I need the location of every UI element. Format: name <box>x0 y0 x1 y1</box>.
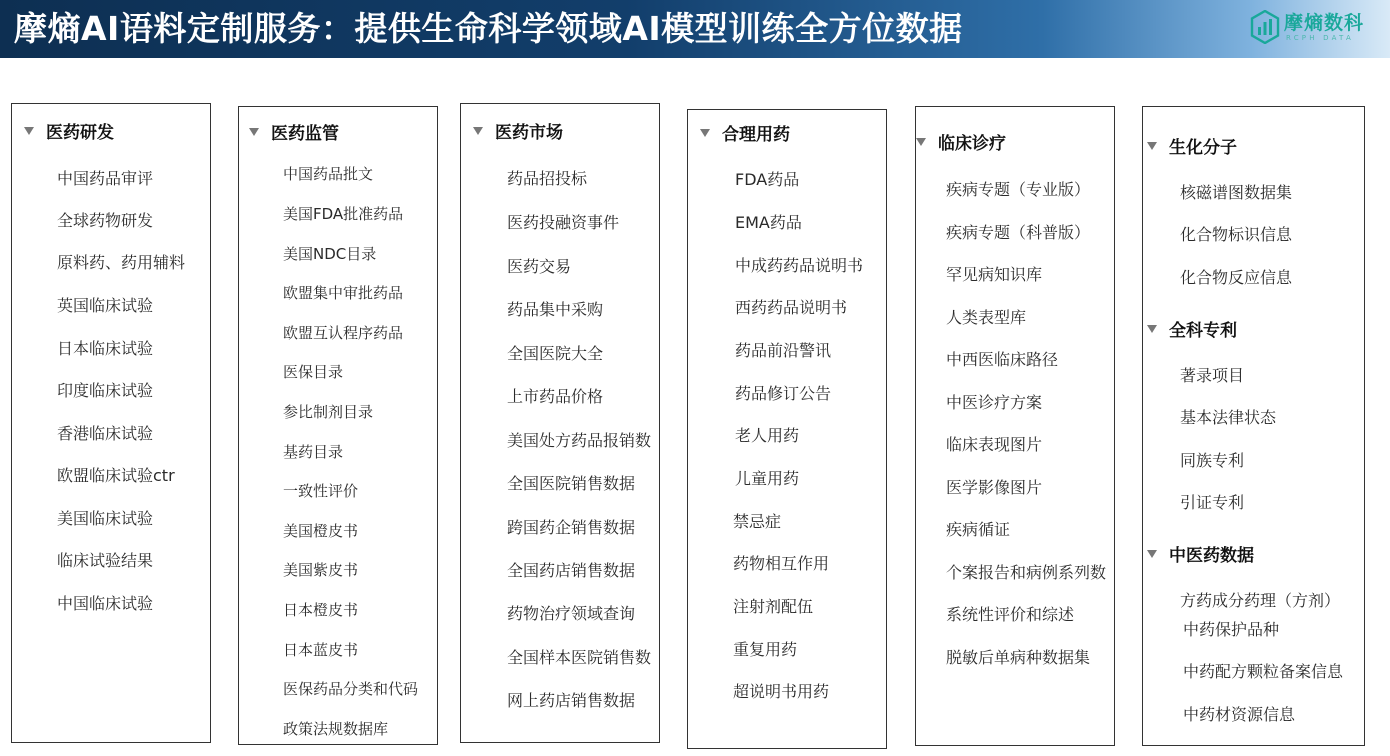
list-item[interactable]: 药物相互作用 <box>733 554 830 573</box>
list-item[interactable]: 中药保护品种 <box>1183 620 1280 639</box>
list-item[interactable]: 个案报告和病例系列数 <box>946 563 1107 582</box>
list-item[interactable]: 中成药药品说明书 <box>735 256 864 275</box>
category-panel-regulation <box>238 106 438 745</box>
category-panel-biochem-patent-tcm <box>1142 106 1365 746</box>
list-item[interactable]: 全球药物研发 <box>57 211 154 230</box>
section-heading[interactable] <box>473 118 563 143</box>
list-item[interactable]: 方药成分药理（方剂） <box>1180 591 1341 610</box>
list-item[interactable]: 中西医临床路径 <box>946 350 1059 369</box>
section-heading[interactable] <box>1147 133 1237 158</box>
section-title: 生化分子 <box>1169 138 1237 158</box>
category-panel-market <box>460 103 660 743</box>
list-item[interactable]: 化合物标识信息 <box>1180 225 1293 244</box>
list-item[interactable]: 药品招投标 <box>507 169 588 188</box>
list-item[interactable]: 欧盟互认程序药品 <box>283 324 404 342</box>
list-item[interactable]: 医保目录 <box>283 363 344 381</box>
brand-logo <box>1250 6 1380 50</box>
list-item[interactable]: 原料药、药用辅料 <box>57 253 186 272</box>
section-heading[interactable] <box>700 120 790 145</box>
list-item[interactable]: 疾病循证 <box>946 520 1011 539</box>
list-item[interactable]: 美国紫皮书 <box>283 561 359 579</box>
collapse-triangle-icon <box>473 127 483 135</box>
list-item[interactable]: 临床试验结果 <box>57 551 154 570</box>
list-item[interactable]: 儿童用药 <box>735 469 800 488</box>
list-item[interactable]: 上市药品价格 <box>507 387 604 406</box>
section-heading[interactable] <box>24 118 114 143</box>
list-item[interactable]: 药品前沿警讯 <box>735 341 832 360</box>
list-item[interactable]: 临床表现图片 <box>946 435 1043 454</box>
collapse-triangle-icon <box>1147 325 1157 333</box>
list-item[interactable]: 药品修订公告 <box>735 384 832 403</box>
section-title: 医药市场 <box>495 123 563 143</box>
logo-text-en: RCPH DATA <box>1286 34 1354 42</box>
list-item[interactable]: 药品集中采购 <box>507 300 604 319</box>
section-heading[interactable] <box>916 129 1006 154</box>
list-item[interactable]: 中药材资源信息 <box>1183 705 1296 724</box>
list-item[interactable]: 全国医院销售数据 <box>507 474 636 493</box>
section-title: 医药研发 <box>46 123 114 143</box>
category-panel-clinical <box>915 106 1115 746</box>
collapse-triangle-icon <box>916 138 926 146</box>
list-item[interactable]: 基本法律状态 <box>1180 408 1277 427</box>
list-item[interactable]: 禁忌症 <box>733 512 782 531</box>
list-item[interactable]: 美国处方药品报销数 <box>507 431 652 450</box>
list-item[interactable]: 中药配方颗粒备案信息 <box>1183 662 1344 681</box>
list-item[interactable]: 医药投融资事件 <box>507 213 620 232</box>
list-item[interactable]: 中医诊疗方案 <box>946 393 1043 412</box>
list-item[interactable]: 药物治疗领域查询 <box>507 604 636 623</box>
list-item[interactable]: 疾病专题（专业版） <box>946 180 1091 199</box>
list-item[interactable]: 注射剂配伍 <box>733 597 814 616</box>
list-item[interactable]: 跨国药企销售数据 <box>507 518 636 537</box>
list-item[interactable]: 美国橙皮书 <box>283 522 359 540</box>
list-item[interactable]: 美国临床试验 <box>57 509 154 528</box>
list-item[interactable]: 著录项目 <box>1180 366 1245 385</box>
list-item[interactable]: 医学影像图片 <box>946 478 1043 497</box>
list-item[interactable]: 医药交易 <box>507 257 572 276</box>
list-item[interactable]: 疾病专题（科普版） <box>946 223 1091 242</box>
section-heading[interactable] <box>249 119 339 144</box>
section-title: 医药监管 <box>271 124 339 144</box>
header-banner <box>0 0 1390 58</box>
list-item[interactable]: 参比制剂目录 <box>283 403 374 421</box>
list-item[interactable]: 美国NDC目录 <box>283 245 377 263</box>
collapse-triangle-icon <box>700 129 710 137</box>
list-item[interactable]: 日本橙皮书 <box>283 601 359 619</box>
list-item[interactable]: 美国FDA批准药品 <box>283 205 404 223</box>
list-item[interactable]: 脱敏后单病种数据集 <box>946 648 1091 667</box>
section-title: 中医药数据 <box>1169 546 1254 566</box>
list-item[interactable]: 一致性评价 <box>283 482 359 500</box>
collapse-triangle-icon <box>24 127 34 135</box>
list-item[interactable]: 香港临床试验 <box>57 424 154 443</box>
page-title: 摩熵AI语料定制服务：提供生命科学领域AI模型训练全方位数据 <box>14 9 963 48</box>
list-item[interactable]: 超说明书用药 <box>733 682 830 701</box>
list-item[interactable]: 核磁谱图数据集 <box>1180 183 1293 202</box>
list-item[interactable]: 西药药品说明书 <box>735 298 848 317</box>
list-item[interactable]: 中国药品审评 <box>57 169 154 188</box>
list-item[interactable]: 印度临床试验 <box>57 381 154 400</box>
list-item[interactable]: 引证专利 <box>1180 493 1245 512</box>
section-heading[interactable] <box>1147 541 1254 566</box>
list-item[interactable]: 老人用药 <box>735 426 800 445</box>
list-item[interactable]: 重复用药 <box>733 640 798 659</box>
list-item[interactable]: FDA药品 <box>735 170 800 189</box>
category-panel-rd <box>11 103 211 743</box>
category-panel-rational-drug-use <box>687 109 887 749</box>
list-item[interactable]: 基药目录 <box>283 443 344 461</box>
list-item[interactable]: EMA药品 <box>735 213 802 232</box>
list-item[interactable]: 中国临床试验 <box>57 594 154 613</box>
list-item[interactable]: 政策法规数据库 <box>283 720 389 738</box>
list-item[interactable]: 网上药店销售数据 <box>507 691 636 710</box>
collapse-triangle-icon <box>1147 142 1157 150</box>
list-item[interactable]: 中国药品批文 <box>283 165 374 183</box>
list-item[interactable]: 全国样本医院销售数 <box>507 648 652 667</box>
list-item[interactable]: 人类表型库 <box>946 308 1027 327</box>
list-item[interactable]: 医保药品分类和代码 <box>283 680 419 698</box>
list-item[interactable]: 罕见病知识库 <box>946 265 1043 284</box>
section-title: 临床诊疗 <box>938 134 1006 154</box>
logo-text-cn: 摩熵数科 <box>1284 12 1365 34</box>
list-item[interactable]: 同族专利 <box>1180 451 1245 470</box>
list-item[interactable]: 英国临床试验 <box>57 296 154 315</box>
list-item[interactable]: 欧盟临床试验ctr <box>57 466 175 485</box>
list-item[interactable]: 日本蓝皮书 <box>283 641 359 659</box>
list-item[interactable]: 日本临床试验 <box>57 339 154 358</box>
list-item[interactable]: 全国医院大全 <box>507 344 604 363</box>
hexagon-data-icon <box>1250 10 1280 44</box>
list-item[interactable]: 系统性评价和综述 <box>946 605 1075 624</box>
list-item[interactable]: 全国药店销售数据 <box>507 561 636 580</box>
section-title: 合理用药 <box>722 125 790 145</box>
section-heading[interactable] <box>1147 316 1237 341</box>
list-item[interactable]: 化合物反应信息 <box>1180 268 1293 287</box>
section-title: 全科专利 <box>1169 321 1237 341</box>
collapse-triangle-icon <box>249 128 259 136</box>
list-item[interactable]: 欧盟集中审批药品 <box>283 284 404 302</box>
collapse-triangle-icon <box>1147 550 1157 558</box>
